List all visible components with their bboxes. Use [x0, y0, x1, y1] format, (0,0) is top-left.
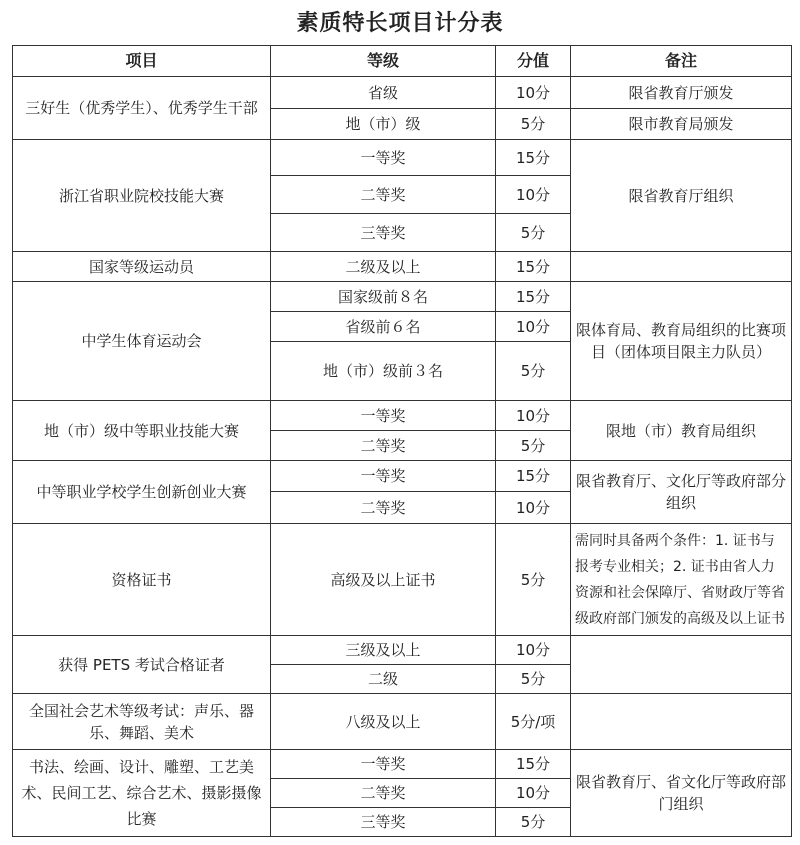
note-cell: [571, 694, 792, 750]
table-row: [13, 750, 792, 779]
header-note: 备注: [571, 46, 792, 77]
level-cell: 二级: [271, 665, 496, 694]
level-cell: 二等奖: [271, 176, 496, 214]
score-cell: 10分: [496, 77, 571, 109]
note-cell: [571, 636, 792, 694]
level-cell: 省级: [271, 77, 496, 109]
score-cell: 5分: [496, 524, 571, 636]
note-cell: 限省教育厅组织: [571, 140, 792, 252]
level-cell: 一等奖: [271, 140, 496, 176]
item-cell: 书法、绘画、设计、雕塑、工艺美术、民间工艺、综合艺术、摄影摄像比赛: [13, 750, 271, 837]
level-cell: 二等奖: [271, 492, 496, 524]
item-cell: 资格证书: [13, 524, 271, 636]
table-row: [13, 140, 792, 176]
score-cell: 10分: [496, 401, 571, 431]
header-item: 项目: [13, 46, 271, 77]
score-cell: 5分: [496, 808, 571, 837]
score-cell: 5分/项: [496, 694, 571, 750]
level-cell: 三级及以上: [271, 636, 496, 665]
item-cell: 中学生体育运动会: [13, 282, 271, 401]
note-cell: 限省教育厅、省文化厅等政府部门组织: [571, 750, 792, 837]
level-cell: 一等奖: [271, 750, 496, 779]
score-cell: 15分: [496, 140, 571, 176]
score-cell: 15分: [496, 461, 571, 492]
note-cell: 需同时具备两个条件：1. 证书与报考专业相关；2. 证书由省人力资源和社会保障厅、省财政厅等省级政府部门颁发的高级及以上证书: [571, 524, 792, 636]
level-cell: 三等奖: [271, 808, 496, 837]
score-cell: 5分: [496, 109, 571, 140]
score-cell: 10分: [496, 636, 571, 665]
page-title: 素质特长项目计分表: [296, 11, 504, 36]
level-cell: 国家级前８名: [271, 282, 496, 312]
level-cell: 八级及以上: [271, 694, 496, 750]
level-cell: 高级及以上证书: [271, 524, 496, 636]
note-cell: 限省教育厅、文化厅等政府部分组织: [571, 461, 792, 524]
item-cell: 国家等级运动员: [13, 252, 271, 282]
level-cell: 一等奖: [271, 461, 496, 492]
score-cell: 10分: [496, 492, 571, 524]
score-cell: 15分: [496, 252, 571, 282]
table-header-row: [13, 46, 792, 77]
table-row: [13, 77, 792, 109]
score-cell: 10分: [496, 312, 571, 342]
score-table: [12, 45, 792, 837]
score-cell: 5分: [496, 214, 571, 252]
level-cell: 二等奖: [271, 431, 496, 461]
note-cell: 限体育局、教育局组织的比赛项目（团体项目限主力队员）: [571, 282, 792, 401]
item-cell: 浙江省职业院校技能大赛: [13, 140, 271, 252]
score-cell: 5分: [496, 665, 571, 694]
table-row: [13, 694, 792, 750]
item-cell: 获得 PETS 考试合格证者: [13, 636, 271, 694]
table-row: [13, 401, 792, 431]
header-score: 分值: [496, 46, 571, 77]
note-cell: 限地（市）教育局组织: [571, 401, 792, 461]
level-cell: 二等奖: [271, 779, 496, 808]
level-cell: 省级前６名: [271, 312, 496, 342]
score-cell: 5分: [496, 342, 571, 401]
table-row: [13, 524, 792, 636]
table-row: [13, 636, 792, 665]
note-cell: [571, 252, 792, 282]
score-cell: 10分: [496, 176, 571, 214]
level-cell: 地（市）级: [271, 109, 496, 140]
score-cell: 15分: [496, 282, 571, 312]
item-cell: 三好生（优秀学生）、优秀学生干部: [13, 77, 271, 140]
table-row: [13, 252, 792, 282]
score-cell: 5分: [496, 431, 571, 461]
level-cell: 地（市）级前３名: [271, 342, 496, 401]
item-cell: 全国社会艺术等级考试：声乐、器乐、舞蹈、美术: [13, 694, 271, 750]
score-cell: 10分: [496, 779, 571, 808]
header-level: 等级: [271, 46, 496, 77]
note-cell: 限省教育厅颁发: [571, 77, 792, 109]
note-cell: 限市教育局颁发: [571, 109, 792, 140]
table-row: [13, 282, 792, 312]
level-cell: 一等奖: [271, 401, 496, 431]
item-cell: 地（市）级中等职业技能大赛: [13, 401, 271, 461]
item-cell: 中等职业学校学生创新创业大赛: [13, 461, 271, 524]
level-cell: 三等奖: [271, 214, 496, 252]
score-cell: 15分: [496, 750, 571, 779]
table-row: [13, 461, 792, 492]
level-cell: 二级及以上: [271, 252, 496, 282]
